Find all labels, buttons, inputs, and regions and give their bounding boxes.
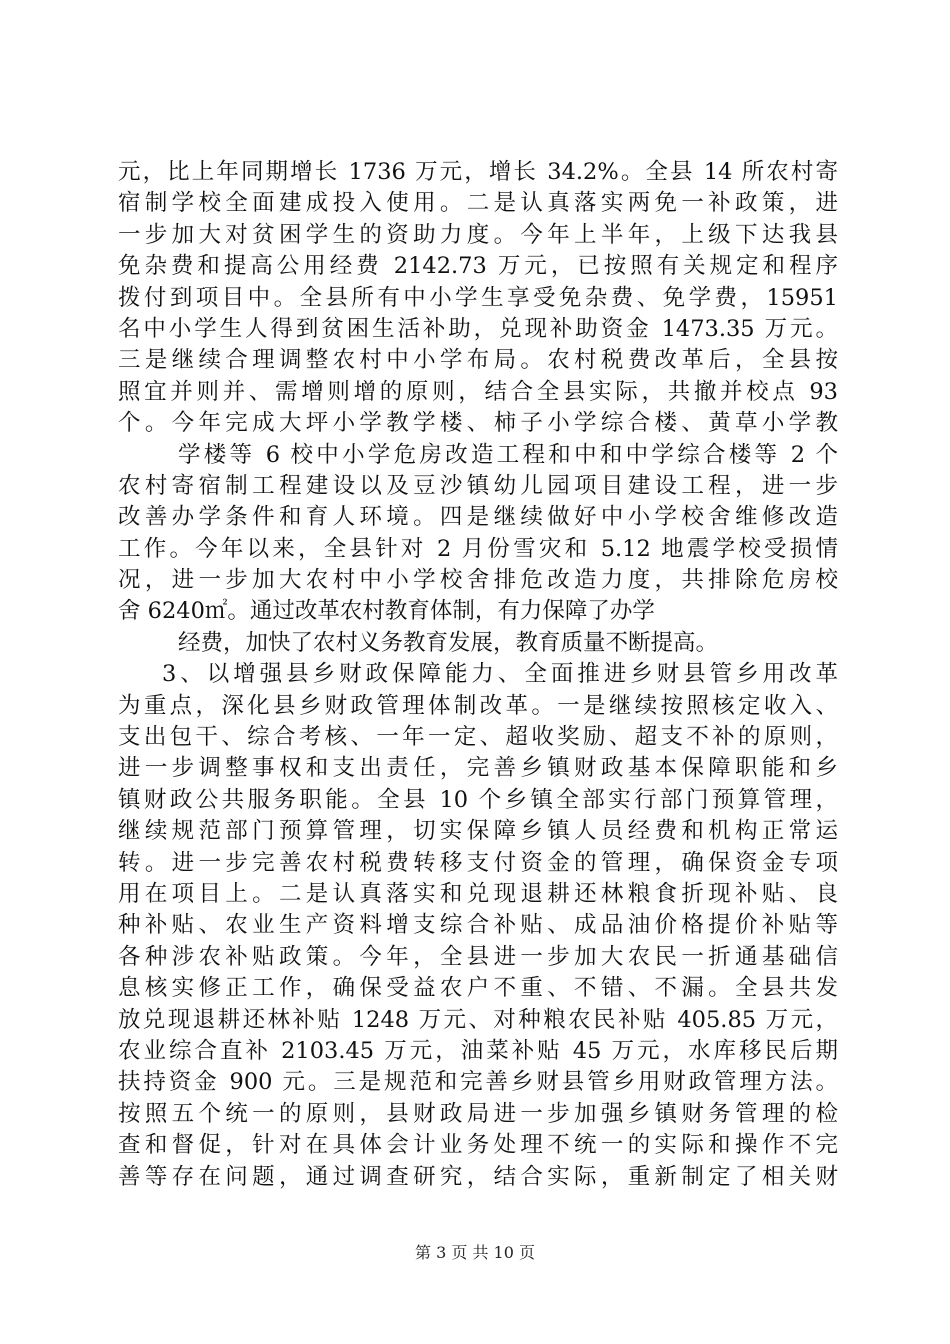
- text-line: 农村寄宿制工程建设以及豆沙镇幼儿园项目建设工程，进一步: [118, 472, 838, 499]
- text-line: 学楼等 6 校中小学危房改造工程和中和中学综合楼等 2 个: [178, 441, 838, 468]
- text-line: 转。进一步完善农村税费转移支付资金的管理，确保资金专项: [118, 849, 838, 876]
- text-line: 支出包干、综合考核、一年一定、超收奖励、超支不补的原则，: [118, 724, 838, 751]
- text-line: 工作。今年以来，全县针对 2 月份雪灾和 5.12 地震学校受损情: [118, 535, 838, 562]
- text-line: 况，进一步加大农村中小学校舍排危改造力度，共排除危房校: [118, 567, 838, 594]
- text-line: 一步加大对贫困学生的资助力度。今年上半年，上级下达我县: [118, 221, 838, 248]
- text-line: 改善办学条件和育人环境。四是继续做好中小学校舍维修改造: [118, 504, 838, 531]
- text-line: 镇财政公共服务职能。全县 10 个乡镇全部实行部门预算管理，: [118, 786, 838, 813]
- text-line: 按照五个统一的原则，县财政局进一步加强乡镇财务管理的检: [118, 1100, 838, 1127]
- text-line: 经费，加快了农村义务教育发展，教育质量不断提高。: [178, 629, 719, 656]
- text-line: 元，比上年同期增长 1736 万元，增长 34.2%。全县 14 所农村寄: [118, 159, 838, 185]
- text-line: 三是继续合理调整农村中小学布局。农村税费改革后，全县按: [118, 347, 838, 374]
- text-line: 进一步调整事权和支出责任，完善乡镇财政基本保障职能和乡: [118, 755, 838, 782]
- text-line: 用在项目上。二是认真落实和兑现退耕还林粮食折现补贴、良: [118, 880, 838, 907]
- text-line: 免杂费和提高公用经费 2142.73 万元，已按照有关规定和程序: [118, 253, 838, 280]
- text-line: 为重点，深化县乡财政管理体制改革。一是继续按照核定收入、: [118, 692, 838, 719]
- text-line: 各种涉农补贴政策。今年，全县进一步加大农民一折通基础信: [118, 943, 838, 970]
- text-line: 个。今年完成大坪小学教学楼、柿子小学综合楼、黄草小学教: [118, 410, 838, 437]
- text-line: 继续规范部门预算管理，切实保障乡镇人员经费和机构正常运: [118, 818, 838, 845]
- text-line: 农业综合直补 2103.45 万元，油菜补贴 45 万元，水库移民后期: [118, 1037, 838, 1064]
- text-line: 种补贴、农业生产资料增支综合补贴、成品油价格提价补贴等: [118, 912, 838, 939]
- document-body: [118, 157, 838, 1193]
- text-line: 扶持资金 900 元。三是规范和完善乡财县管乡用财政管理方法。: [118, 1069, 838, 1096]
- text-line: 查和督促，针对在具体会计业务处理不统一的实际和操作不完: [118, 1132, 838, 1159]
- text-line: 宿制学校全面建成投入使用。二是认真落实两免一补政策，进: [118, 190, 838, 217]
- text-line: 名中小学生人得到贫困生活补助，兑现补助资金 1473.35 万元。: [118, 315, 838, 342]
- page-number-footer: 第 3 页 共 10 页: [415, 1243, 535, 1262]
- text-line: 舍 6240㎡。通过改革农村教育体制，有力保障了办学: [118, 598, 655, 625]
- text-line: 息核实修正工作，确保受益农户不重、不错、不漏。全县共发: [118, 975, 838, 1002]
- text-line: 善等存在问题，通过调查研究，结合实际，重新制定了相关财: [118, 1163, 838, 1190]
- paragraph-start-line: 3、以增强县乡财政保障能力、全面推进乡财县管乡用改革: [162, 661, 838, 688]
- text-line: 放兑现退耕还林补贴 1248 万元、对种粮农民补贴 405.85 万元，: [118, 1006, 838, 1033]
- text-line: 照宜并则并、需增则增的原则，结合全县实际，共撤并校点 93: [118, 378, 838, 405]
- text-line: 拨付到项目中。全县所有中小学生享受免杂费、免学费，15951: [118, 284, 838, 311]
